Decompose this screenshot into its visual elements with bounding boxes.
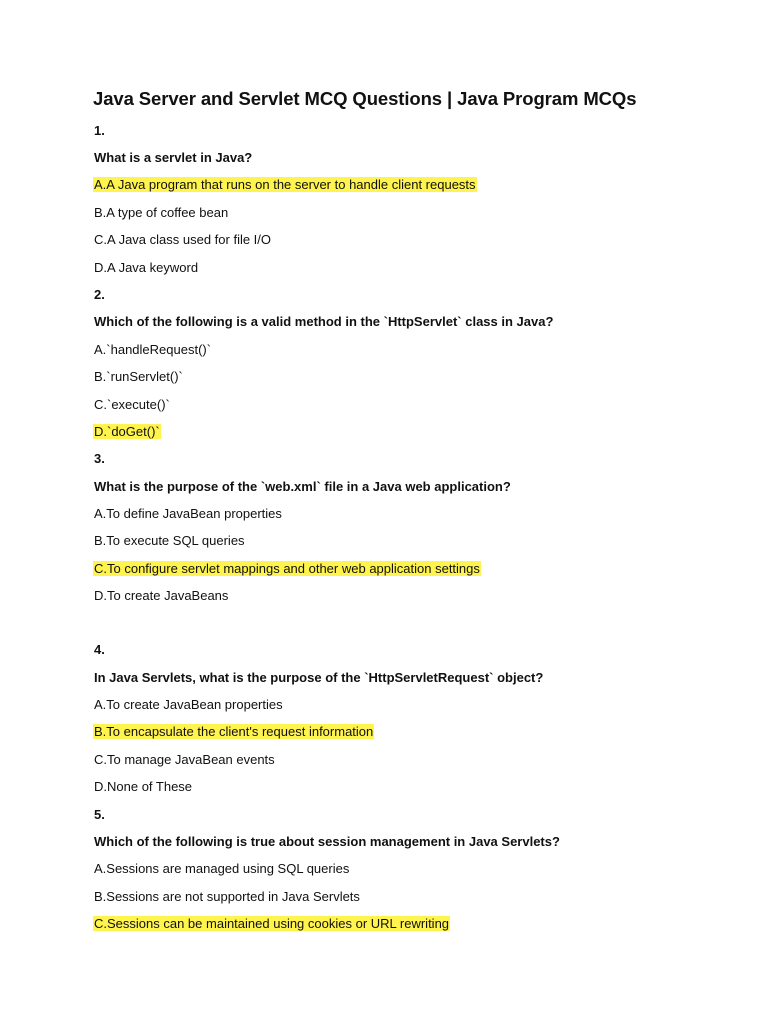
answer-option-correct: C.To configure servlet mappings and other web application settings — [94, 561, 480, 576]
answer-option: C.`execute()` — [94, 397, 170, 412]
answer-option: A.Sessions are managed using SQL queries — [94, 861, 350, 876]
question-text: What is a servlet in Java? — [94, 150, 253, 165]
answer-option: A.To create JavaBean properties — [94, 697, 283, 712]
answer-option: D.A Java keyword — [94, 260, 199, 275]
answer-option: D.To create JavaBeans — [94, 588, 229, 603]
answer-option: B.Sessions are not supported in Java Servlets — [94, 889, 360, 904]
answer-option-correct: B.To encapsulate the client's request information — [94, 724, 374, 739]
question-number: 5. — [94, 807, 105, 822]
answer-option: D.None of These — [94, 779, 193, 794]
question-number: 3. — [94, 451, 105, 466]
answer-option: A.`handleRequest()` — [94, 342, 212, 357]
answer-option: C.To manage JavaBean events — [94, 752, 275, 767]
question-number: 4. — [94, 642, 105, 657]
answer-option: A.To define JavaBean properties — [94, 506, 282, 521]
question-text: Which of the following is a valid method in the `HttpServlet` class in Java? — [94, 314, 554, 329]
answer-option: B.`runServlet()` — [94, 369, 183, 384]
page-title: Java Server and Servlet MCQ Questions | Java Program MCQs — [93, 88, 637, 109]
answer-option: B.To execute SQL queries — [94, 533, 245, 548]
answer-option-correct: C.Sessions can be maintained using cookies or URL rewriting — [94, 916, 450, 931]
answer-option-correct: A.A Java program that runs on the server to handle client requests — [94, 177, 476, 192]
answer-option: C.A Java class used for file I/O — [94, 232, 272, 247]
answer-option-correct: D.`doGet()` — [94, 424, 160, 439]
question-number: 2. — [94, 287, 105, 302]
question-text: In Java Servlets, what is the purpose of the `HttpServletRequest` object? — [94, 670, 544, 685]
question-number: 1. — [94, 123, 105, 138]
question-text: What is the purpose of the `web.xml` file in a Java web application? — [94, 479, 511, 494]
answer-option: B.A type of coffee bean — [94, 205, 229, 220]
question-text: Which of the following is true about session management in Java Servlets? — [94, 834, 560, 849]
